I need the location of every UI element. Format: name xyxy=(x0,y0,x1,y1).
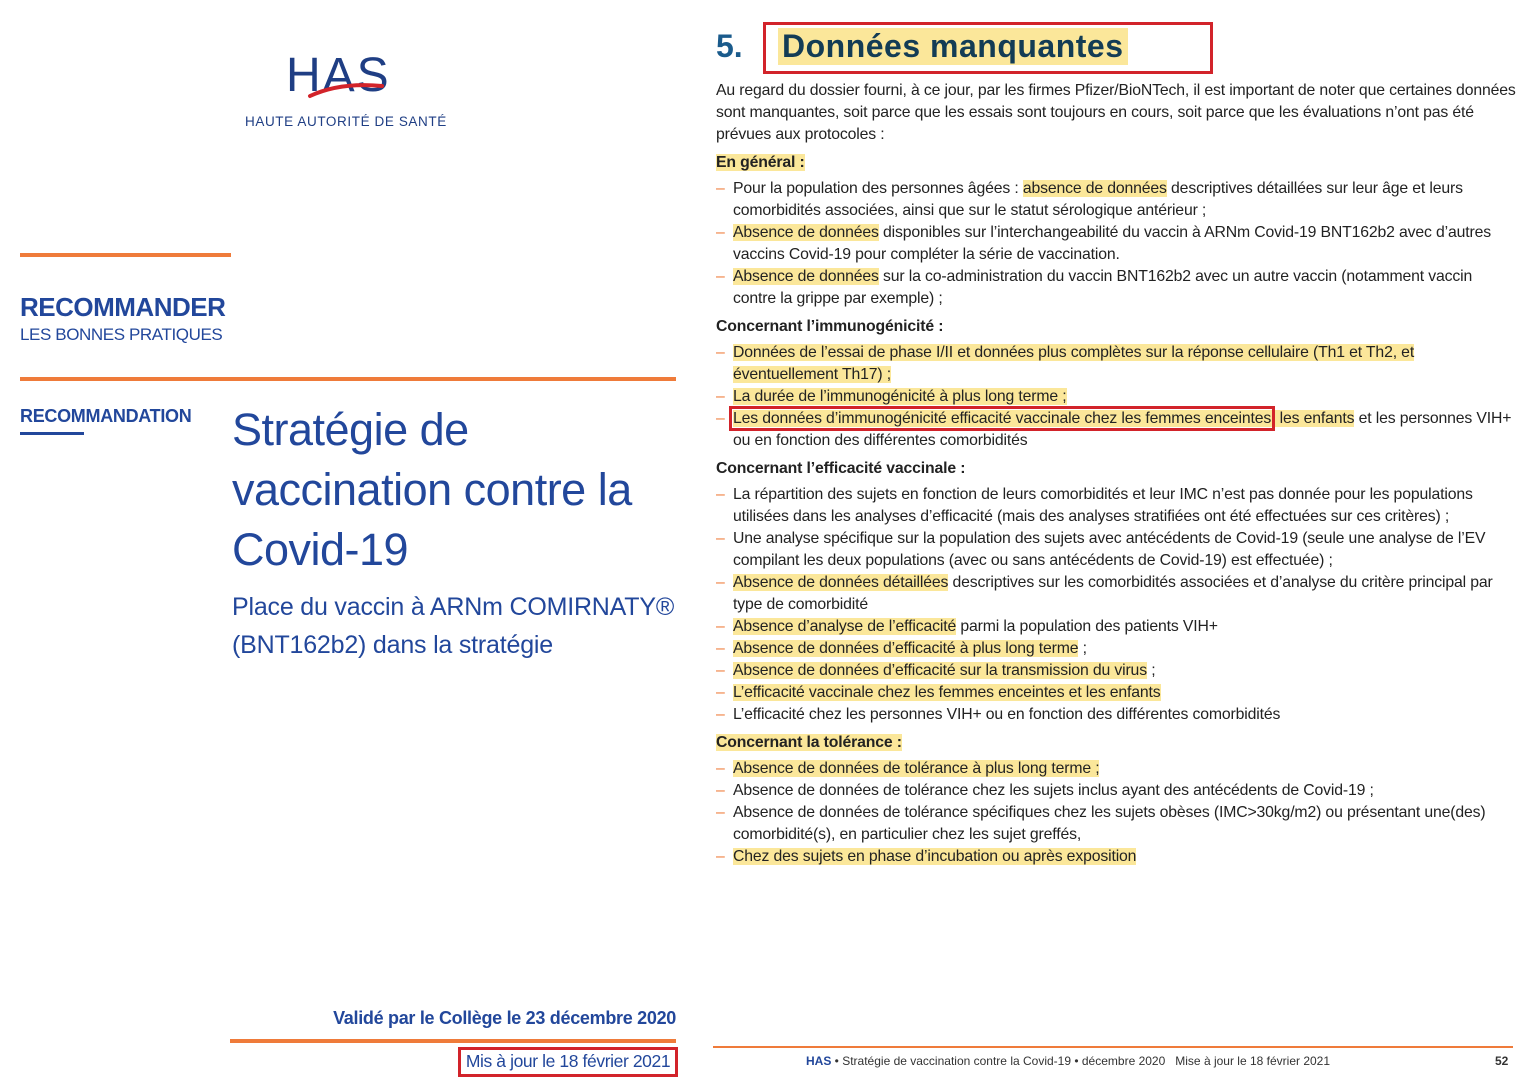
highlighted-text: Absence de données xyxy=(733,268,879,285)
section-title: Données manquantes xyxy=(778,28,1128,65)
section-body xyxy=(716,80,1516,874)
highlighted-text: , les enfants xyxy=(1271,410,1355,427)
bullet-list xyxy=(716,758,1516,868)
validation-date: Validé par le Collège le 23 décembre 2020 xyxy=(333,1008,676,1028)
list-item xyxy=(716,758,1516,780)
group-heading-text: En général : xyxy=(716,154,805,171)
group-heading-text: Concernant l’immunogénicité : xyxy=(716,318,944,335)
page-subtitle: Place du vaccin à ARNm COMIRNATY® (BNT162b2) dans la stratégie xyxy=(232,593,675,659)
list-item xyxy=(716,704,1516,726)
section-number: 5. xyxy=(716,28,743,64)
highlighted-text: Absence de données détaillées xyxy=(733,574,949,591)
highlighted-text: Absence de données d’efficacité à plus long terme xyxy=(733,640,1079,657)
divider xyxy=(20,377,676,381)
item-text: Absence de données de tolérance spécifiques chez les sujets obèses (IMC>30kg/m2) ou présentant une(des) comorbidité(s), en particulier chez les sujet greffés, xyxy=(733,804,1486,843)
highlighted-text: Absence d’analyse de l’efficacité xyxy=(733,618,957,635)
list-item xyxy=(716,682,1516,704)
footer-brand: HAS xyxy=(806,1054,832,1068)
annotated-highlight: Les données d’immunogénicité efficacité vaccinale chez les femmes enceintes xyxy=(733,410,1272,427)
logo-subtitle: HAUTE AUTORITÉ DE SANTÉ xyxy=(245,114,447,129)
page-title: Stratégie de vaccination contre la Covid-19 xyxy=(232,404,632,575)
group-heading xyxy=(716,152,1516,174)
list-item xyxy=(716,266,1516,310)
list-item xyxy=(716,846,1516,868)
item-text: Une analyse spécifique sur la population des sujets avec antécédents de Covid-19 (seule une analyse de l’EV compilant les deux populations (avec ou sans antécédents de Covid-19) est effectuée) ; xyxy=(733,530,1486,569)
group-heading-text: Concernant la tolérance : xyxy=(716,734,902,751)
item-text: L’efficacité chez les personnes VIH+ ou en fonction des différentes comorbidités xyxy=(733,706,1281,723)
list-item xyxy=(716,528,1516,572)
item-text: Absence de données de tolérance chez les sujets inclus ayant des antécédents de Covid-19 ; xyxy=(733,782,1374,799)
update-date: Mis à jour le 18 février 2021 xyxy=(465,1051,671,1071)
footer-divider xyxy=(713,1046,1513,1048)
highlighted-text: Absence de données xyxy=(733,224,879,241)
item-text: ; xyxy=(1146,662,1156,679)
item-text: sur la co-administration du vaccin BNT162b2 avec un autre vaccin (notamment vaccin contre la grippe par exemple) ; xyxy=(733,268,1473,307)
highlighted-text: Absence de données de tolérance à plus long terme ; xyxy=(733,760,1100,777)
list-item xyxy=(716,780,1516,802)
highlighted-text: L’efficacité vaccinale chez les femmes enceintes et les enfants xyxy=(733,684,1161,701)
divider xyxy=(230,1039,676,1043)
has-logo: HAS xyxy=(286,49,391,102)
highlighted-text: Chez des sujets en phase d’incubation ou après exposition xyxy=(733,848,1137,865)
group-heading-text: Concernant l’efficacité vaccinale : xyxy=(716,460,966,477)
item-text: et les personnes VIH+ ou en fonction des différentes comorbidités xyxy=(733,410,1512,449)
highlighted-text: Absence de données d’efficacité sur la transmission du virus xyxy=(733,662,1147,679)
footer-text: • Stratégie de vaccination contre la Covid-19 • décembre 2020 Mise à jour le 18 février 2021 xyxy=(831,1054,1331,1068)
doc-type-label: RECOMMANDATION xyxy=(20,406,192,426)
item-text: La répartition des sujets en fonction de leurs comorbidités et leur IMC n’est pas donnée pour les populations utilisées dans les analyses d’efficacité (mais des analyses stratifiées ont été effectuées sur ces critères) ; xyxy=(733,486,1473,525)
list-item xyxy=(716,616,1516,638)
item-text: disponibles sur l’interchangeabilité du vaccin à ARNm Covid-19 BNT162b2 avec d’autres vaccins Covid-19 pour compléter la série de vaccination. xyxy=(733,224,1492,263)
logo-swoosh-icon xyxy=(300,52,390,112)
intro-paragraph: Au regard du dossier fourni, à ce jour, par les firmes Pfizer/BioNTech, il est important de noter que certaines données sont manquantes, soit parce que les essais sont toujours en cours, soit parce que les évaluations n’ont pas été prévues aux protocoles : xyxy=(716,82,1516,143)
highlighted-text: Données de l’essai de phase I/II et données plus complètes sur la réponse cellulaire (Th1 et Th2, et éventuellement Th17) ; xyxy=(733,344,1415,383)
list-item xyxy=(716,408,1516,452)
item-text: descriptives sur les comorbidités associées et d’analyse du critère principal par type de comorbidité xyxy=(733,574,1493,613)
list-item xyxy=(716,484,1516,528)
list-item xyxy=(716,386,1516,408)
list-item xyxy=(716,342,1516,386)
list-item xyxy=(716,802,1516,846)
doc-type-underline xyxy=(20,432,84,435)
bullet-list xyxy=(716,484,1516,726)
group-heading xyxy=(716,316,1516,338)
highlighted-text: absence de données xyxy=(1022,180,1167,197)
group-heading xyxy=(716,732,1516,754)
item-text: Pour la population des personnes âgées : xyxy=(733,180,1023,197)
page-footer xyxy=(806,1054,1330,1068)
highlighted-text: La durée de l’immunogénicité à plus long terme ; xyxy=(733,388,1067,405)
category-title: RECOMMANDER xyxy=(20,292,226,322)
list-item xyxy=(716,222,1516,266)
page-number: 52 xyxy=(1495,1054,1509,1068)
bullet-list xyxy=(716,178,1516,310)
divider xyxy=(20,253,231,257)
list-item xyxy=(716,178,1516,222)
item-text: parmi la population des patients VIH+ xyxy=(956,618,1218,635)
list-item xyxy=(716,572,1516,616)
bullet-list xyxy=(716,342,1516,452)
list-item xyxy=(716,660,1516,682)
missing-data-groups xyxy=(716,152,1516,868)
item-text: descriptives détaillées sur leur âge et leurs comorbidités associées, ainsi que sur le statut sérologique antérieur ; xyxy=(733,180,1463,219)
category-subtitle: LES BONNES PRATIQUES xyxy=(20,325,223,344)
item-text: ; xyxy=(1078,640,1087,657)
group-heading xyxy=(716,458,1516,480)
list-item xyxy=(716,638,1516,660)
